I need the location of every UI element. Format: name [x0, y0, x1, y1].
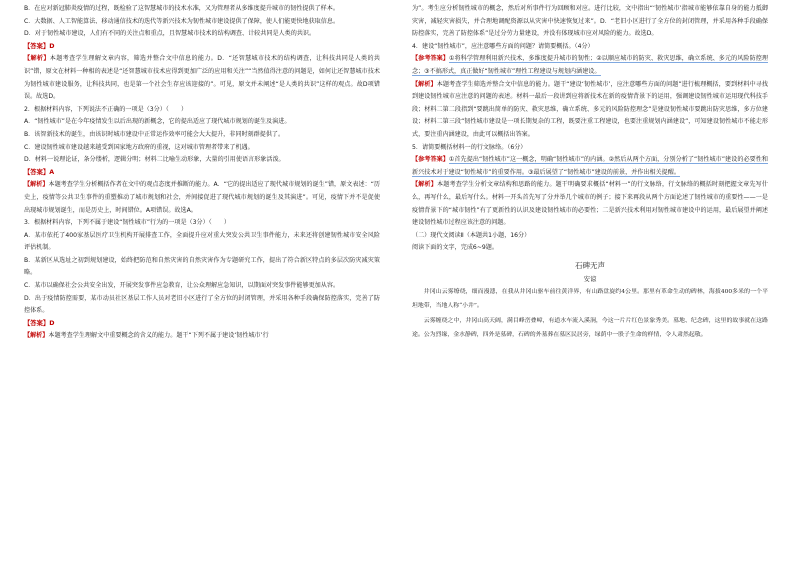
answer-text: ①首先提出“韧性城市”这一概念，明确“韧性城市”的内涵。②然后从两个方面，分别分析了“韧性城市”建设的必要性和新兴技术对于建设“韧性城市”的重要作用。③最后展望了“韧性城市”建设的前景，并作出相关提醒。	[412, 156, 768, 176]
question-3: 3．根据材料内容，下列不属于建设“韧性城市”行为的一项是（3分）（ ）	[24, 219, 231, 227]
q2-option-a: A．“韧性城市”是在今年疫情发生以后出现的新概念，它的提出适应了现代城市规划的诞生及演进。	[24, 118, 291, 126]
explanation-1	[24, 53, 380, 103]
option-d: D．对于韧性城市建设，人们有不同的关注点和重点，且智慧城市技术的结构调查、计较共同是人类的共识。	[24, 30, 316, 38]
left-column	[24, 0, 380, 562]
explanation-2	[24, 179, 380, 217]
q2-option-b: B．该智新技术的诞生，由该识时城市建设中正常运作效率可能会大大提升，非同时刻群提供了。	[24, 130, 285, 138]
answer-tag: 【参考答案】	[412, 156, 449, 164]
q3-option-b: B．某新区从选址之初到规划建设，始终把防范和自然灾害的自然灾害作为专题研究工作，提出了符合新区特点的多层次防灾减灾策略。	[24, 256, 380, 277]
explanation-text: 本题考查学生分析概括作者在文中的观点态度并推断的能力。A．“它的提出适应了现代城市规划的诞生”错，原文表述：“历史上，疫情等公共卫生事件的重塑推动了城市规划和社会，并间接促进了现代城市规划的诞生及其演进”。可见，疫情下并不是促使出现城市规划诞生，而是历史上，时间错位。A项错误。故选A。	[24, 181, 380, 214]
question-5: 5．请简要概括材料一的行文脉络。（6分）	[412, 143, 527, 151]
article-title: 石碑无声	[575, 260, 605, 270]
explanation-text: 本题考查学生筛选并整合文中信息的能力。题干“建设‘韧性城市’，应注意哪些方面的问题”进行梳理概括，要到材料中寻找到建设韧性城市应注意的问题的表述。材料一最后一段讲到应将新技术在新的疫情背景下的运用，强调建设韧性城市运用现代科技手段；材料二第二段指到“要跳出简单的防灾、救灾思维，确立系统、多元的风险防控理念”是建设韧性城市要跳出防灾思维，多方位建设；材料二第三段“韧性城市建设是一项长期复杂的工程，既要注重工程建设，也要注重规划内涵建设”，可知建设韧性城市不能走形式，要注重内涵建设，由此可以概括出答案。	[412, 80, 768, 138]
explanation-tag: 【解析】	[24, 181, 49, 189]
article-author: 安谅	[583, 274, 597, 283]
option-c: C．大数据、人工智能算法、移动通信技术的迭代等新兴技术为韧性城市建设提供了保障，使人们能更快地获取信息。	[24, 17, 340, 25]
q2-option-d: D．材料一说理论证，条分缕析，逻辑分明；材料二比喻生动形象，大量的引用使语言形象活泼。	[24, 156, 285, 164]
explanation-tag: 【解析】	[412, 80, 437, 88]
answer-tag: 【参考答案】	[412, 55, 449, 63]
explanation-tag: 【解析】	[24, 332, 49, 340]
q3-option-a: A．某市依托了400家基层医疗卫生机构开展排查工作，全面提升应对重大突发公共卫生事件能力，未来还将创建韧性城市安全风险评估机制。	[24, 231, 380, 252]
explanation-tag: 【解析】	[24, 55, 50, 63]
question-2: 2．根据材料内容，下列说法不正确的一项是（3分）（ ）	[24, 105, 188, 113]
question-4: 4．建设“韧性城市”，应注意哪些方面的问题？请简要概括。（4分）	[412, 42, 594, 50]
explanation-text: 本题考查学生理解文章内容，筛选并整合文中信息的能力。D．“还智慧城市技术的结构调查，让科技共同是人类的共识”错，原文在材料一种相的表述是“还智慧城市技术应得到更加广泛的应用和关注”“当然值得注意的问题是，如何让还智慧城市技术为韧性城市建设服务，让科技共同，也是第一个社会生存应该迎接的”。可见，原文并未阐述“是人类的共识”这样的观点。故D项错误。故选D。	[24, 55, 380, 101]
explanation-text: 本题考查学生分析文章结构和思路的能力。题干明确要求概括“材料一”的行文脉络，行文脉络的概括时刻把握文章先写什么，再写什么，最后写什么。材料一开头首先写了分并举几个城市的例子；接下来再段从两个方面论述了韧性城市的重要性——一是疫情背景下的“城市韧性”有了更新性的认识及建设韧性城市的必要性；二是新兴技术利用对韧性城市建设中的运用，最后展望并阐述建设韧性城市过程应该注意的问题。	[412, 181, 768, 227]
answer-1: 【答案】D	[24, 42, 55, 50]
answer-5	[412, 154, 768, 179]
answer-3: 【答案】D	[24, 319, 55, 327]
article-paragraph: 井冈山云雾缭绕，细而漫漶，在我从井冈山驱车前往黄洋界，有山路盘旋约4公里。那里有革命生动的碑林，海拔400多米的一个平坦地带，当地人称“小井”。	[412, 288, 768, 310]
explanation-tag: 【解析】	[412, 181, 437, 189]
right-column	[412, 0, 768, 562]
answer-4	[412, 53, 768, 78]
explanation-3	[24, 330, 380, 343]
q3-option-c: C．某市以确保社会公共安全出发，开展突发事件应急教育，让公众理解应急知识，以期面对突发事件能够更加从容。	[24, 282, 340, 290]
answer-text: ①将科学管理利用新兴技术，多维度提升城市的韧性；②以顺应城市的防灾、救灾思维，确立系统、多元的风险防控理念；③不搞形式，真正做好“韧性城市”理性工程建设与规划内涵建设。	[412, 55, 768, 75]
explanation-text: 本题考查学生理解文中重要概念的含义的能力。题干“下列不属于建设‘韧性城市’行	[48, 332, 269, 340]
option-b: B．在应对新冠肺炎疫情的过程，既检验了这智慧城市的技术水准，又为管理者从多维度提升城市的韧性提供了样本。	[24, 5, 339, 12]
article-paragraph: 云雾缠绕之中，井冈山高天阔，满目峰峦叠嶂，有道水车流入溪涧，今这一片片红色景象秀美。墓地、纪念碑，这里的故事就在这路途。公为烈缘，金水静碑，四外是墓碑，石碑的外墓葬在墓区民居旁，绿荫中一股子生命的样情，令人肃然起敬。	[412, 317, 768, 339]
section-instruction: 阅读下面的文字，完成6~9题。	[412, 244, 498, 252]
section-heading: （二）现代文阅读Ⅱ（本题共1小题，16分）	[412, 231, 531, 239]
q2-option-c: C．建设韧性城市建设越来越受到国家地方政府的重视，这对城市管理者带来了机遇。	[24, 143, 254, 151]
explanation-4	[412, 79, 768, 142]
answer-2: 【答案】A	[24, 168, 55, 176]
q3-option-d: D．出于疫情防控需要，某市动员社区基层工作人员对老旧小区进行了全方位的封闭管理，并采用各种手段确保防控落实，完善了防控体系。	[24, 294, 380, 315]
explanation-3-cont: 为”。考生应分析韧性城市的概念，然后对所事件行为回顾和对应。进行比较，文中指出“‘韧性城市’指城市能够依靠自身的能力抵御灾害，减轻灾害损失，并合理地调配资源以从灾害中快速恢复过来”。D．“老旧小区进行了全方位的封闭管理，并采用各种手段确保防控落实，完善了防控体系”是过分劳力量建设，并没有体现城市应对风险的能力。故选D。	[412, 5, 768, 38]
explanation-5	[412, 179, 768, 229]
